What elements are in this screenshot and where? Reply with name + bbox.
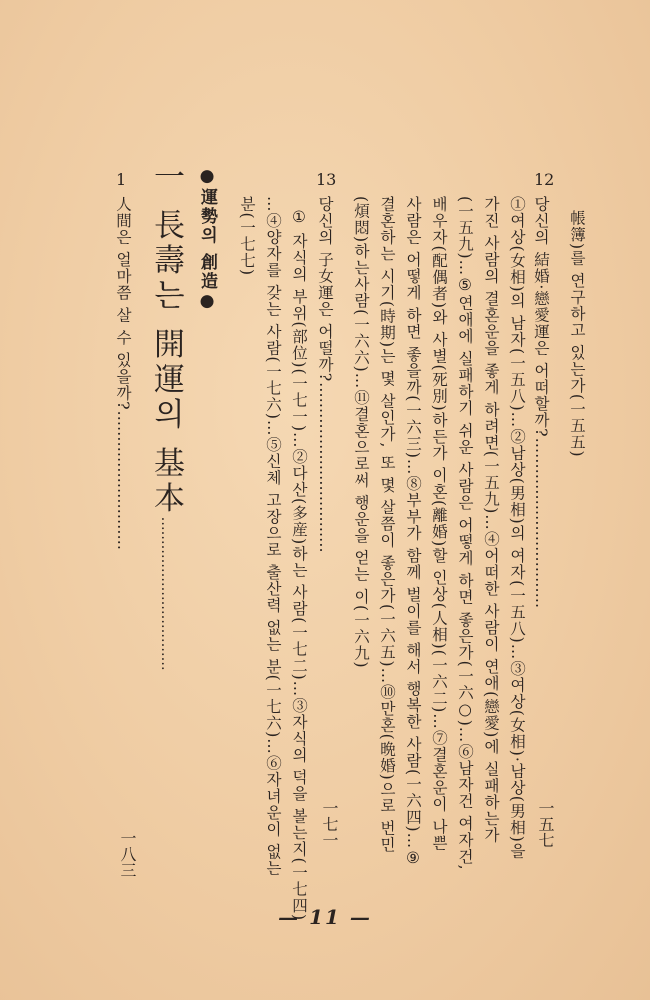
toc-line-4: 가진 사람의 결혼운을 좋게 하려면(一五九)…④어떠한 사람이 연애(戀愛)에 실패하는가	[482, 196, 500, 844]
part-heading: ●運勢의 創造●	[197, 166, 217, 313]
chapter-title-12[interactable]	[530, 196, 552, 608]
toc-line-9: (煩悶)하는사람(一六六)…⑪결혼으로써 행운을 얻는 이(一六九)	[352, 196, 370, 669]
leader-dots: ………………………	[114, 410, 132, 551]
leader-dots: ……………………………	[158, 516, 174, 671]
toc-line-5: (一五九)…⑤연애에 실패하기 쉬운 사람은 어떻게 하면 좋은가(一六○)…⑥남자건 여자건,	[456, 196, 474, 871]
chapter-number-1: 1	[116, 170, 127, 189]
chapter-title-12-text: 당신의 結婚·戀愛運은 어떠할까?	[532, 196, 550, 438]
chapter-title-13-text: 당신의 子女運은 어떨까?	[316, 196, 334, 383]
page-number: — 11 —	[278, 905, 372, 929]
chapter-page-12: 一五七	[536, 800, 555, 848]
toc-line-8: 결혼하는 시기(時期)는 몇 살인가, 또 몇 살쯤이 좋은가(一六五)…⑩만혼(晩婚)으로 번민	[378, 196, 396, 853]
chapter-title-13[interactable]	[314, 196, 336, 553]
toc-line-13: 분(一七七)	[238, 196, 256, 277]
chapter-page-13: 一七一	[320, 800, 339, 848]
toc-line-3: ①여상(女相)의 남자(一五八)…②남상(男相)의 여자(一五八)…③여상(女相)·남상(男相)을	[508, 196, 526, 860]
toc-line-7: 사람은 어떻게 하면 좋을까(一六三)…⑧부부가 함께 벌이를 해서 행복한 사람(一六四)…⑨	[404, 196, 422, 869]
section-title-text: 一 長壽는 開運의 基本	[148, 160, 184, 517]
leader-dots: ……………………………	[532, 437, 550, 609]
leader-dots: ……………………………	[316, 382, 334, 553]
section-title[interactable]	[146, 160, 186, 671]
chapter-number-13: 13	[316, 170, 337, 189]
toc-line-12: …④양자를 갖는 사람(一七六)…⑤신체 고장으로 출산력 없는 분(一七六)…⑥자녀운이 없는	[264, 196, 282, 877]
toc-line-6: 배우자(配偶者)와 사별(死別)하든가 이혼(離婚)할 인상(人相)(一六二)…⑦결혼운이 나쁜	[430, 196, 448, 852]
toc-line-11: ① 자식의 부위(部位)(一七一)…②다산(多産)하는 사람(一七二)…③자식의 덕을 볼는지(一七四)	[290, 208, 308, 922]
chapter-title-1[interactable]	[112, 196, 134, 550]
toc-line-1: 帳簿)를 연구하고 있는가(一五五)	[568, 210, 586, 458]
chapter-number-12: 12	[534, 170, 555, 189]
chapter-title-1-text: 人間은 얼마쯤 살 수 있을까?	[114, 196, 132, 411]
chapter-page-1: 一八三	[118, 830, 137, 878]
